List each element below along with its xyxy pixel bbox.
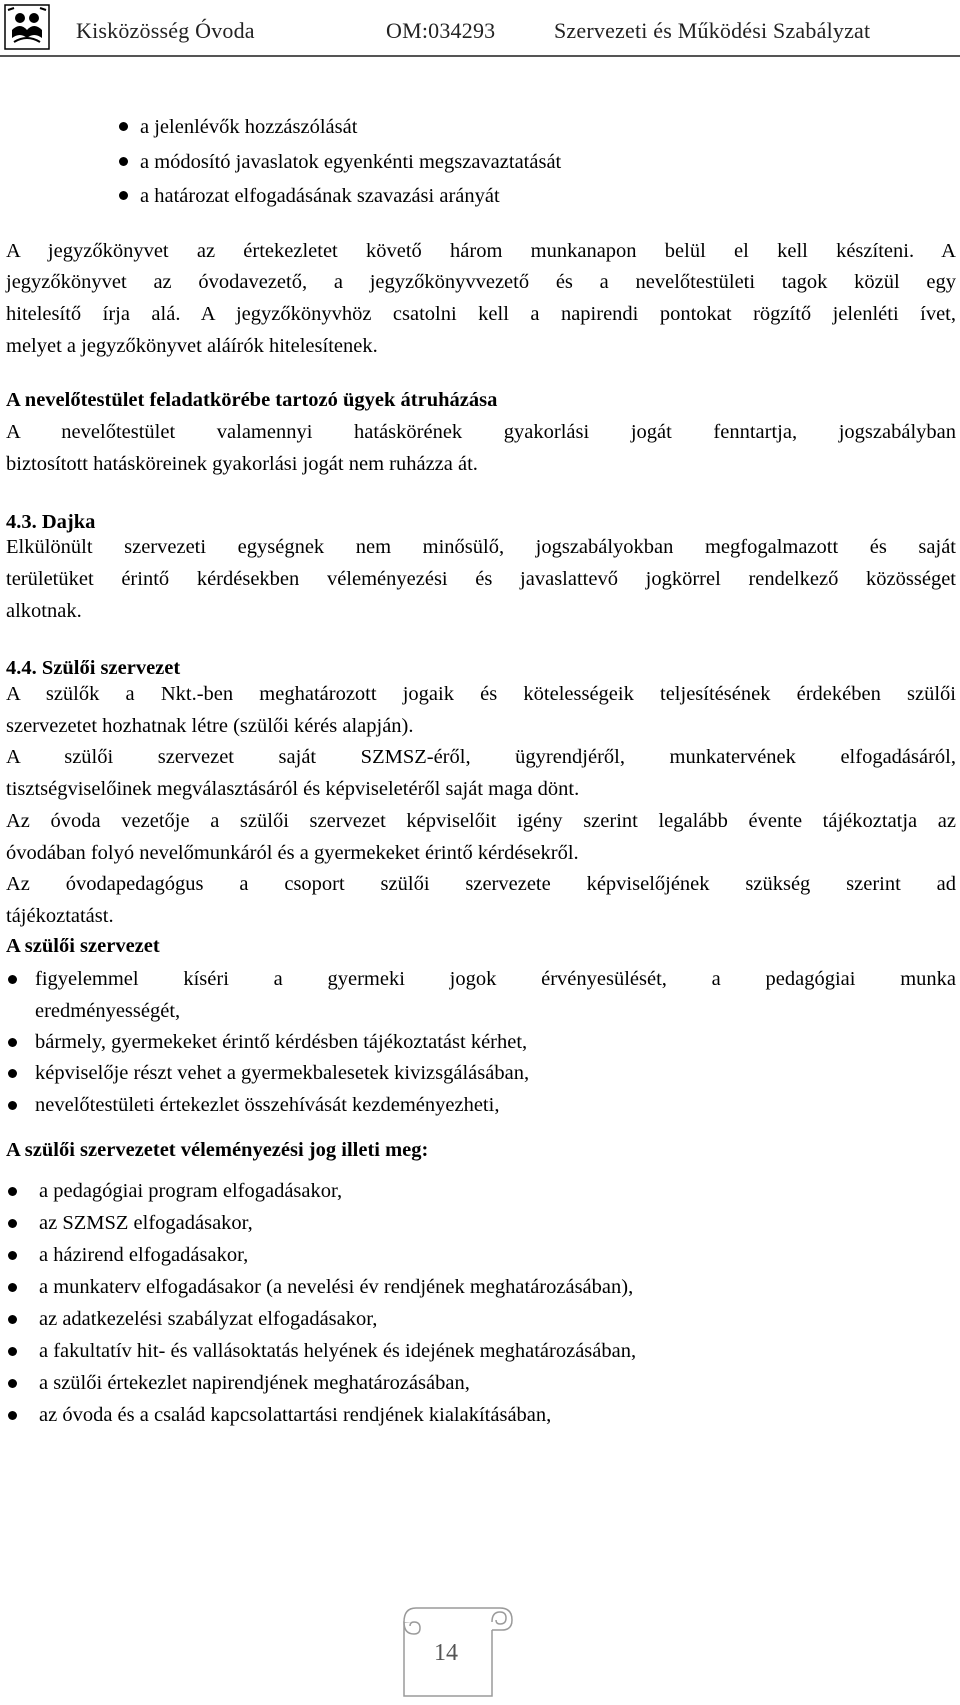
bullet-icon [8, 1315, 17, 1324]
paragraph-line: hitelesítő írja alá. A jegyzőkönyvhöz csatolni kell a napirendi pontokat rögzítő jelenléti ívet, [6, 303, 956, 325]
list-item: a módosító javaslatok egyenkénti megszavaztatását [140, 151, 562, 173]
list-item: a munkaterv elfogadásakor (a nevelési év rendjének meghatározásában), [39, 1276, 634, 1298]
page-header [0, 0, 960, 70]
paragraph-line: A szülők a Nkt.-ben meghatározott jogaik és kötelességeik teljesítésének érdekében szülői [6, 683, 956, 705]
header-school-name: Kisközösség Óvoda [76, 18, 255, 43]
paragraph-line: Az óvoda vezetője a szülői szervezet képviselőit igény szerint legalább évente tájékoztatja az [6, 810, 956, 832]
header-om-code: OM:034293 [386, 18, 496, 43]
bullet-icon [8, 1069, 17, 1078]
paragraph-line: A szülői szervezet saját SZMSZ-éről, ügyrendjéről, munkatervének elfogadásáról, [6, 746, 956, 768]
list-item: a szülői értekezlet napirendjének meghatározásában, [39, 1372, 470, 1394]
bullet-icon [8, 1219, 17, 1228]
paragraph-line: Elkülönült szervezeti egységnek nem minősülő, jogszabályokban megfogalmazott és saját [6, 536, 956, 558]
list-item: nevelőtestületi értekezlet összehívását kezdeményezheti, [35, 1094, 500, 1116]
paragraph-line: óvodában folyó nevelőmunkáról és a gyermekeket érintő kérdésekről. [6, 842, 579, 864]
page-number-badge [396, 1604, 526, 1700]
list-item: a házirend elfogadásakor, [39, 1244, 249, 1266]
paragraph-line: biztosított hatásköreinek gyakorlási jogát nem ruházza át. [6, 453, 478, 475]
list-item: a határozat elfogadásának szavazási arányát [140, 185, 500, 207]
section-heading-parent-org: A szülői szervezet [6, 935, 160, 957]
paragraph-line: szervezetet hozhatnak létre (szülői kérés alapján). [6, 715, 414, 737]
paragraph-line: tisztségviselőinek megválasztásáról és képviseletéről saját maga dönt. [6, 778, 580, 800]
list-item: figyelemmel kíséri a gyermeki jogok érvényesülését, a pedagógiai munka [35, 968, 956, 990]
paragraph-line: A nevelőtestület valamennyi hatáskörének gyakorlási jogát fenntartja, jogszabályban [6, 421, 956, 443]
bullet-icon [119, 191, 128, 200]
paragraph-line: tájékoztatást. [6, 905, 114, 927]
bullet-icon [8, 1411, 17, 1420]
bullet-icon [8, 975, 17, 984]
paragraph-line: területüket érintő kérdésekben véleményezési és javaslattevő jogkörrel rendelkező közösséget [6, 568, 956, 590]
bullet-icon [8, 1283, 17, 1292]
list-item: képviselője részt vehet a gyermekbalesetek kivizsgálásában, [35, 1062, 530, 1084]
paragraph-line: melyet a jegyzőkönyvet aláírók hitelesítenek. [6, 335, 378, 357]
header-document-title: Szervezeti és Működési Szabályzat [554, 18, 871, 43]
bullet-icon [8, 1251, 17, 1260]
section-heading-4-3: 4.3. Dajka [6, 511, 96, 533]
section-heading-opinion-rights: A szülői szervezetet véleményezési jog illeti meg: [6, 1139, 429, 1161]
bullet-icon [8, 1038, 17, 1047]
list-item: az adatkezelési szabályzat elfogadásakor, [39, 1308, 378, 1330]
bullet-icon [8, 1187, 17, 1196]
list-item: a jelenlévők hozzászólását [140, 116, 358, 138]
paragraph-line: A jegyzőkönyvet az értekezletet követő három munkanapon belül el kell készíteni. A [6, 240, 956, 262]
bullet-icon [8, 1101, 17, 1110]
section-heading-transfer: A nevelőtestület feladatkörébe tartozó ügyek átruházása [6, 389, 498, 411]
paragraph-line: Az óvodapedagógus a csoport szülői szervezete képviselőjének szükség szerint ad [6, 873, 956, 895]
list-item: a fakultatív hit- és vallásoktatás helyének és idejének meghatározásában, [39, 1340, 637, 1362]
bullet-icon [119, 122, 128, 131]
section-heading-4-4: 4.4. Szülői szervezet [6, 657, 181, 679]
paragraph-line: jegyzőkönyvet az óvodavezető, a jegyzőkönyvvezető és a nevelőtestületi tagok közül egy [6, 271, 956, 293]
bullet-icon [8, 1379, 17, 1388]
bullet-icon [8, 1347, 17, 1356]
paragraph-line: alkotnak. [6, 600, 82, 622]
bullet-icon [119, 157, 128, 166]
list-item-continuation: eredményességét, [35, 1000, 181, 1022]
page-number: 14 [434, 1640, 458, 1666]
list-item: bármely, gyermekeket érintő kérdésben tájékoztatást kérhet, [35, 1031, 528, 1053]
list-item: az óvoda és a család kapcsolattartási rendjének kialakításában, [39, 1404, 552, 1426]
list-item: az SZMSZ elfogadásakor, [39, 1212, 253, 1234]
header-divider [0, 55, 960, 57]
list-item: a pedagógiai program elfogadásakor, [39, 1180, 343, 1202]
school-logo-icon [4, 4, 50, 50]
